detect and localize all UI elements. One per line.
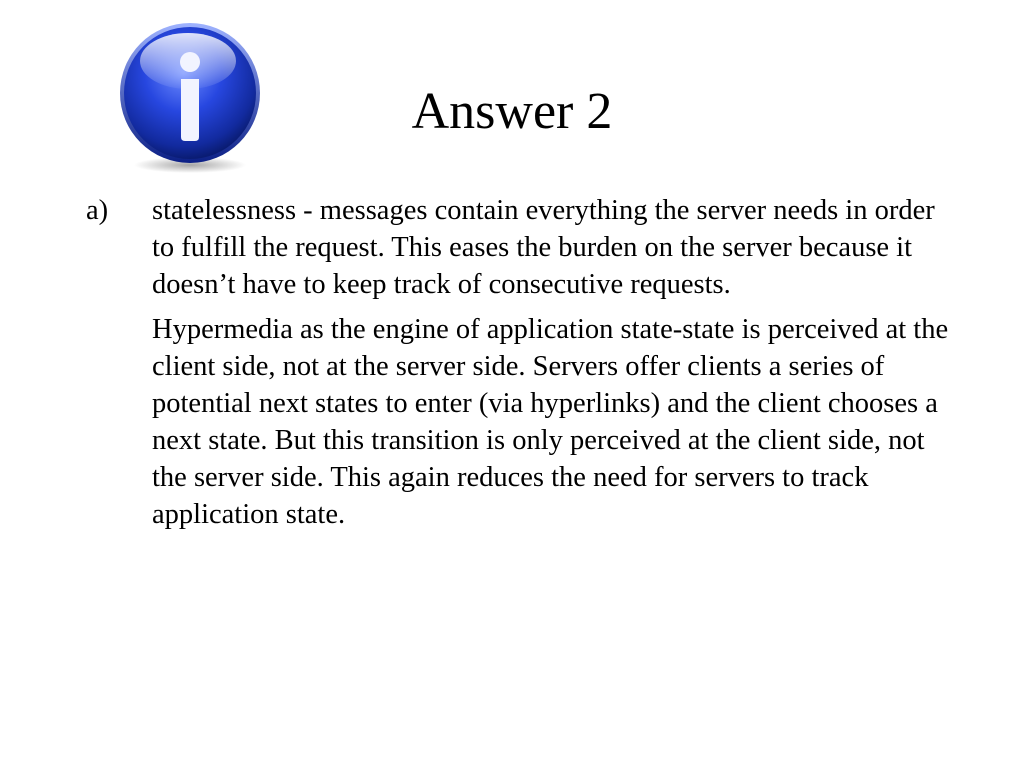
list-item-text: statelessness - messages contain everything the server needs in order to fulfill the request. This eases the burden on the server because it doesn’t have to keep track of consecutive requests. — [152, 195, 935, 300]
list-item-text: Hypermedia as the engine of application state-state is perceived at the client side, not at the server side. Servers offer clients a series of potential next states to enter (via hyperlinks) and the client chooses a next state. But this transition is only perceived at the client side, not the server side. This again reduces the need for servers to track application state. — [152, 314, 949, 530]
list-marker — [86, 311, 152, 533]
answer-list — [86, 192, 956, 533]
list-item — [86, 311, 956, 533]
info-icon — [110, 17, 270, 177]
list-item — [86, 192, 956, 303]
list-marker: a) — [86, 195, 109, 226]
slide-title: Answer 2 — [411, 83, 613, 140]
